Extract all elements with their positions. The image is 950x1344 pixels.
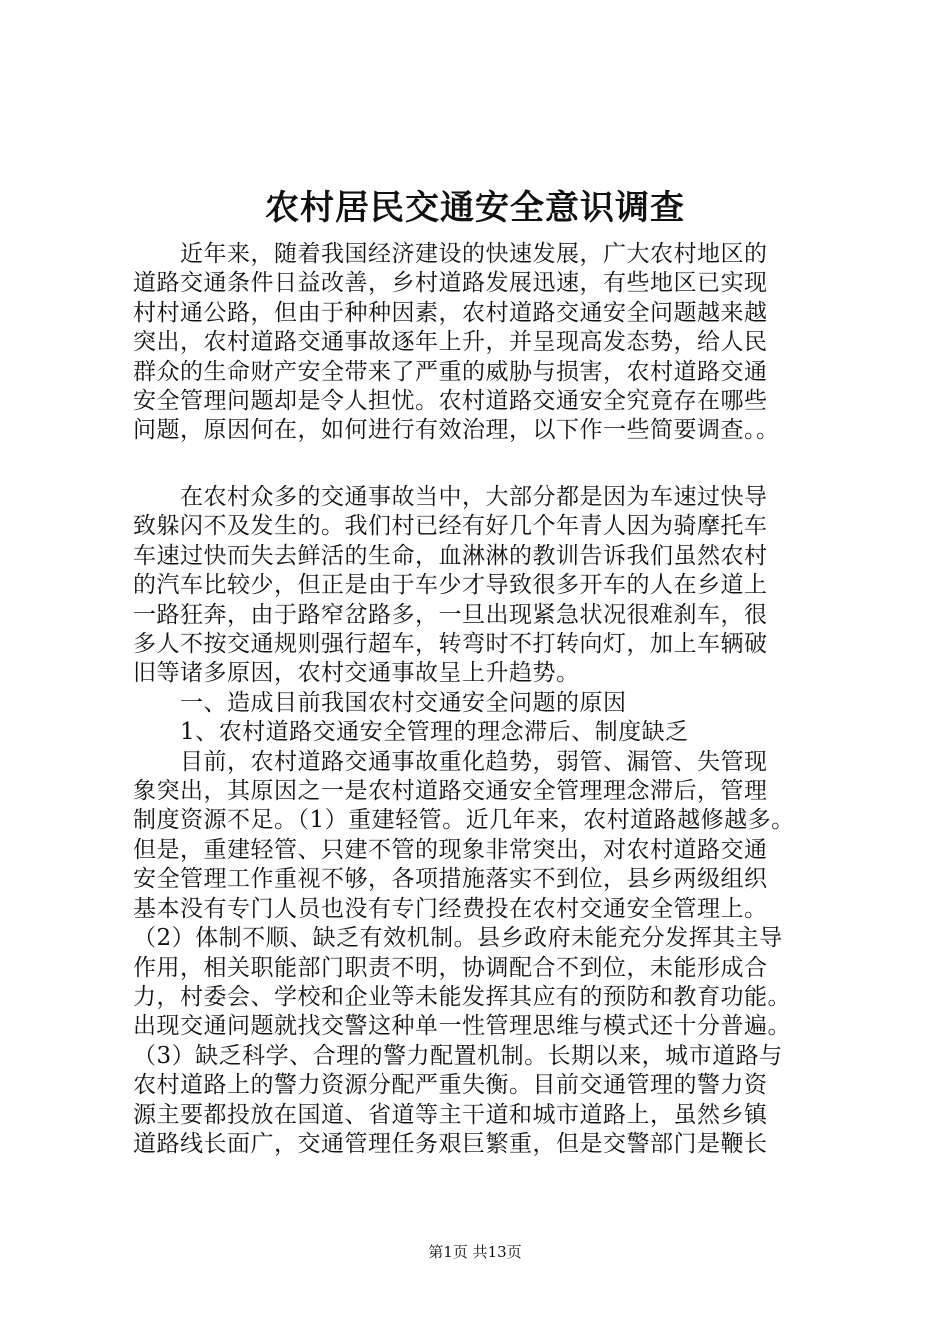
page-footer: 第1页 共13页 [428,1243,522,1261]
text-line: 源主要都投放在国道、省道等主干道和城市道路上，虽然乡镇 [133,1101,768,1128]
intro-paragraph [133,240,833,446]
text-line: 旧等诸多原因，农村交通事故呈上升趋势。 [133,660,580,687]
main-body [133,483,833,1159]
text-line: 问题，原因何在，如何进行有效治理，以下作一些简要调查。。 [133,417,780,444]
text-line: 的汽车比较少，但正是由于车少才导致很多开车的人在乡道上 [133,572,768,599]
text-line: （2）体制不顺、缺乏有效机制。县乡政府未能充分发挥其主导 [133,925,783,952]
text-line: 一、造成目前我国农村交通安全问题的原因 [133,689,627,716]
text-line: 1、农村道路交通安全管理的理念滞后、制度缺乏 [133,719,689,746]
text-line: 象突出，其原因之一是农村道路交通安全管理理念滞后，管理 [133,778,768,805]
document-title: 农村居民交通安全意识调查 [265,188,685,228]
text-line: 但是，重建轻管、只建不管的现象非常突出，对农村道路交通 [133,836,768,863]
text-line: 道路线长面广，交通管理任务艰巨繁重，但是交警部门是鞭长 [133,1130,768,1157]
text-line: 基本没有专门人员也没有专门经费投在农村交通安全管理上。 [133,895,768,922]
text-line: 安全管理工作重视不够，各项措施落实不到位，县乡两级组织 [133,866,768,893]
text-line: 作用，相关职能部门职责不明，协调配合不到位，未能形成合 [133,954,768,981]
text-line: 农村道路上的警力资源分配严重失衡。目前交通管理的警力资 [133,1072,768,1099]
text-line: 一路狂奔，由于路窄岔路多，一旦出现紧急状况很难刹车，很 [133,601,768,628]
text-line: 群众的生命财产安全带来了严重的威胁与损害，农村道路交通 [133,358,768,385]
text-line: 目前，农村道路交通事故重化趋势，弱管、漏管、失管现 [133,748,768,775]
text-line: 致躲闪不及发生的。我们村已经有好几个年青人因为骑摩托车 [133,513,768,540]
text-line: 突出，农村道路交通事故逐年上升，并呈现高发态势，给人民 [133,329,768,356]
text-line: （3）缺乏科学、合理的警力配置机制。长期以来，城市道路与 [133,1042,783,1069]
text-line: 出现交通问题就找交警这种单一性管理思维与模式还十分普遍。 [133,1013,791,1040]
text-line: 道路交通条件日益改善，乡村道路发展迅速，有些地区已实现 [133,270,768,297]
text-line: 近年来，随着我国经济建设的快速发展，广大农村地区的 [133,241,768,267]
text-line: 多人不按交通规则强行超车，转弯时不打转向灯，加上车辆破 [133,631,768,658]
text-line: 安全管理问题却是令人担忧。农村道路交通安全究竟存在哪些 [133,388,768,415]
text-line: 制度资源不足。（1）重建轻管。近几年来，农村道路越修越多。 [133,807,795,834]
text-line: 力，村委会、学校和企业等未能发挥其应有的预防和教育功能。 [133,983,791,1010]
text-line: 在农村众多的交通事故当中，大部分都是因为车速过快导 [133,484,768,510]
text-line: 村村通公路，但由于种种因素，农村道路交通安全问题越来越 [133,299,768,326]
text-line: 车速过快而失去鲜活的生命，血淋淋的教训告诉我们虽然农村 [133,542,768,569]
